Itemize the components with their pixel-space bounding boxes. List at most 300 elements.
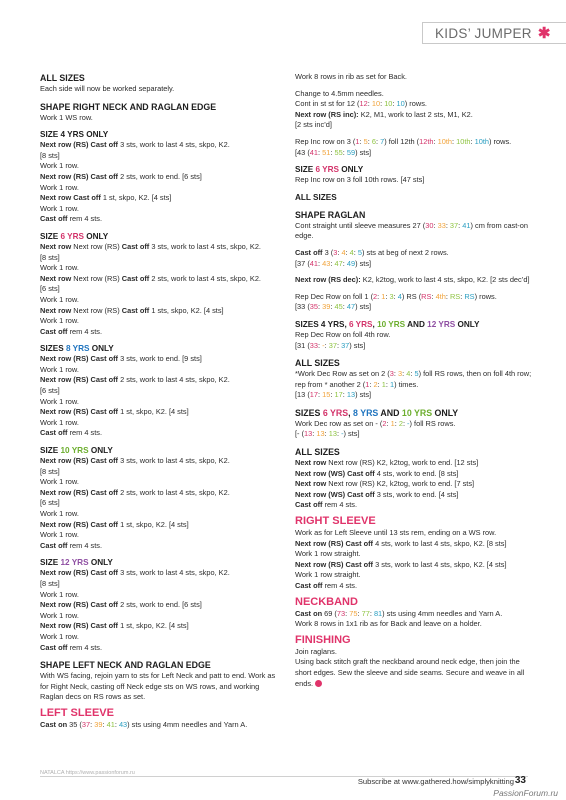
instruction (295, 110, 535, 121)
text-fragment: 1 st, skpo, K2. [4 sts] (100, 193, 172, 203)
stitch-count (295, 302, 535, 313)
text-fragment: rem 4 sts. (67, 326, 103, 336)
text-fragment: 5 (363, 136, 368, 146)
heading-shape-right-neck: SHAPE RIGHT NECK AND RAGLAN EDGE (40, 101, 217, 112)
text: Work as for Left Sleeve until 13 sts rem, ending on a WS row. (295, 528, 497, 538)
instruction (40, 407, 280, 418)
heading-neckband: NECKBAND (295, 595, 358, 608)
text: Rep Dec Row on foll 4th row. (295, 329, 391, 339)
text-fragment: : (458, 220, 463, 230)
text-fragment: 4 sts, work to end. [8 sts] (374, 468, 459, 478)
text-fragment: ) RS ( (401, 291, 422, 301)
text-fragment: : (445, 291, 450, 301)
text: Rep Inc row on 3 foll 10th rows. [47 sts] (295, 175, 425, 185)
text-fragment: : (445, 220, 450, 230)
instruction (40, 541, 280, 552)
text-fragment: [33 ( (295, 302, 310, 312)
text-fragment: : (318, 258, 323, 268)
text-fragment: 4 (406, 369, 411, 379)
text-fragment: RS (449, 291, 461, 301)
heading-all-sizes: ALL SIZES (40, 73, 85, 83)
text-fragment: Next row (RS) Cast off (40, 568, 119, 578)
text-fragment: 6 YRS (315, 165, 339, 175)
text-fragment: : (324, 429, 329, 439)
watermark: PassionForum.ru (493, 788, 558, 798)
text-fragment: ONLY (455, 319, 480, 329)
text-fragment: 15 (322, 390, 331, 400)
text-fragment: Rep Inc row on 3 ( (295, 136, 356, 146)
text-fragment: [- ( (295, 429, 305, 439)
text-fragment: ) times. (394, 379, 419, 389)
text-fragment: ) foll RS rows. (409, 418, 456, 428)
text: Work 1 row. (40, 182, 79, 192)
text-fragment: rem 4 sts. (67, 540, 103, 550)
text-fragment: 1 st, skpo, K2. [4 sts] (118, 519, 189, 529)
text-fragment: ) sts] (355, 147, 372, 157)
text-fragment: 2 sts, work to end. [6 sts] (118, 600, 202, 610)
text-fragment: 2 sts, work to last 4 sts, skpo, K2. (149, 273, 261, 283)
heading-size-6 (40, 231, 280, 242)
text-fragment: ONLY (88, 446, 113, 456)
text-fragment: 75 (349, 608, 358, 618)
text-fragment: 1 (365, 379, 370, 389)
text-fragment: Next row (RS) Cast off (40, 487, 119, 497)
text-fragment: : (377, 291, 382, 301)
text-fragment: 73 (336, 608, 346, 618)
text-fragment: Cast off (40, 428, 68, 438)
text-fragment: 12 YRS (427, 319, 456, 329)
text-fragment: ) rows. (404, 99, 427, 109)
text-fragment: [13 ( (295, 390, 310, 400)
text: Work 1 row. (40, 610, 79, 620)
text-fragment: 47 (346, 302, 356, 312)
heading-all-sizes: ALL SIZES (295, 192, 337, 202)
text-fragment: 55 (334, 147, 343, 157)
text: Work 1 row. (40, 530, 79, 540)
text-fragment: Next row (40, 273, 72, 283)
text-fragment: : (460, 291, 465, 301)
text-fragment: : (402, 369, 407, 379)
text-fragment: Cast off (295, 500, 323, 510)
text-fragment: 1 st, skpo, K2. [4 sts] (118, 407, 189, 417)
text: Work 1 row. (40, 294, 79, 304)
section-title: KIDS’ JUMPER (435, 25, 532, 41)
text: Work 1 row. (40, 316, 79, 326)
text-fragment: Rep Dec Row on foll 1 ( (295, 291, 374, 301)
heading-size-12 (40, 557, 280, 568)
text-fragment: 41 (309, 147, 319, 157)
text-fragment: 41 (106, 719, 115, 729)
text-fragment: : (385, 291, 390, 301)
text-fragment: 2 sts, work to end. [6 sts] (118, 171, 202, 181)
instruction (295, 369, 535, 390)
instruction (295, 137, 535, 148)
text-fragment: 13 (304, 429, 313, 439)
text-fragment: K2, k2tog, work to last 4 sts, skpo, K2. [2 sts dec’d] (360, 275, 530, 285)
text-fragment: Cast off (40, 642, 68, 652)
text-fragment: 35 ( (67, 719, 82, 729)
text-fragment: Next row (WS) Cast off (295, 489, 375, 499)
stitch-count (295, 341, 535, 352)
text: Work 1 row straight. (295, 570, 361, 580)
text-fragment: [31 ( (295, 340, 310, 350)
text: Work 1 row straight. (295, 549, 361, 559)
text-fragment: : (336, 429, 342, 439)
text-fragment: Next row (RS) Cast off (40, 519, 119, 529)
text-fragment: 6 (371, 136, 376, 146)
text-fragment: 2 (382, 418, 387, 428)
text: Work 1 row. (40, 631, 79, 641)
text-fragment: 10 (384, 99, 393, 109)
text-fragment: 59 (346, 147, 356, 157)
text-fragment: Next row (40, 305, 72, 315)
text-fragment: 3 sts, work to last 4 sts, skpo, K2. (118, 456, 230, 466)
text-fragment: 13 (316, 429, 325, 439)
text-fragment: : (342, 258, 347, 268)
stitch-count: [6 sts] (40, 386, 60, 396)
text-fragment: ) foll RS rows, then on foll 4th row; rep from * another 2 ( (295, 369, 532, 389)
text-fragment: Cast off (121, 241, 150, 251)
text-fragment: Next row (RS) Cast off (40, 375, 119, 385)
text-fragment: : (318, 390, 323, 400)
text-fragment: Cast off (295, 247, 323, 257)
instruction (40, 488, 280, 499)
text-fragment: - (407, 418, 410, 428)
instruction (295, 275, 535, 286)
text-fragment: 43 (118, 719, 128, 729)
stitch-count (295, 390, 535, 401)
text-fragment: : (385, 379, 390, 389)
text-fragment: : (345, 247, 350, 257)
text-fragment: : (369, 379, 374, 389)
text-fragment: 33 (437, 220, 446, 230)
text-fragment: ) sts] (355, 302, 372, 312)
text-fragment: : (402, 418, 408, 428)
text-fragment: 30 (425, 220, 434, 230)
text-fragment: Next row (RS) Cast off (40, 354, 119, 364)
instruction (295, 560, 535, 571)
text-fragment: Next row (RS) Cast off (40, 621, 119, 631)
text-fragment: 3 sts, work to end. [4 sts] (374, 489, 459, 499)
heading-finishing: FINISHING (295, 633, 351, 646)
stitch-count: [8 sts] (40, 252, 60, 262)
instruction (40, 242, 280, 253)
text-fragment: Next row (295, 479, 327, 489)
text-fragment: 4 (341, 247, 346, 257)
page-number: 33 (514, 775, 526, 786)
instruction (40, 428, 280, 439)
text-fragment: 13 (346, 390, 356, 400)
text-fragment: ) sts] (349, 340, 366, 350)
text-fragment: : (342, 147, 347, 157)
text-fragment: Next row (RS) Cast off (40, 600, 119, 610)
text-fragment: - (322, 340, 325, 350)
end-dot-icon (315, 680, 322, 687)
heading-size-10 (40, 445, 280, 456)
text: Work 8 rows in 1x1 rib as for Back and leave on a holder. (295, 619, 482, 629)
instruction (295, 539, 535, 550)
text-fragment: Cast off (121, 273, 150, 283)
text-fragment: Next row Cast off (40, 193, 101, 203)
text-fragment: 49 (346, 258, 356, 268)
text-fragment: Cast off (40, 540, 68, 550)
text-fragment: Using back stitch graft the neckband around neck edge, then join the short edges. Sew the sleeve and side seams. Secure and weave in all ends. (295, 657, 525, 688)
footer-source: NATALCA https://www.passionforum.ru (40, 770, 135, 776)
text-fragment: Cont straight until sleeve measures 27 ( (295, 220, 426, 230)
text-fragment: 2 sts, work to last 4 sts, skpo, K2. (118, 487, 230, 497)
text-fragment: Next row (RS) (328, 458, 377, 468)
text-fragment: : (452, 136, 457, 146)
heading-all-sizes: ALL SIZES (295, 447, 340, 458)
stitch-count: [8 sts] (40, 466, 60, 476)
text-fragment: 3 sts, work to last 4 sts, skpo, K2. (149, 241, 261, 251)
text-fragment: : (470, 136, 475, 146)
stitch-count: [6 sts] (40, 284, 60, 294)
text-fragment: : (392, 99, 397, 109)
text-fragment: 6 YRS (322, 407, 349, 418)
stitch-count: [2 sts inc’d] (295, 120, 332, 130)
text-fragment: 2 (373, 291, 378, 301)
text-fragment: : (393, 369, 398, 379)
text-fragment: : (330, 147, 335, 157)
text-fragment: rem 4 sts. (322, 500, 358, 510)
text-fragment: 3 (333, 247, 338, 257)
text-fragment: 1 (381, 291, 386, 301)
text-fragment: : (102, 719, 107, 729)
text-fragment: 39 (94, 719, 103, 729)
text: Change to 4.5mm needles. (295, 88, 384, 98)
text-fragment: RS (421, 291, 432, 301)
text-fragment: AND (405, 319, 428, 329)
heading-size-8 (40, 343, 280, 354)
text-fragment: : (345, 608, 350, 618)
text-fragment: 2 (373, 379, 378, 389)
text-fragment: : (342, 390, 347, 400)
text-fragment: SIZE (40, 231, 61, 241)
text-fragment: ONLY (84, 231, 109, 241)
instruction (40, 327, 280, 338)
text-fragment: , (348, 407, 354, 418)
instruction (295, 248, 535, 259)
text-fragment: Next row (RS) (328, 479, 377, 489)
text-fragment: 41 (462, 220, 471, 230)
text-fragment: Next row (RS) Cast off (40, 456, 119, 466)
text-fragment: K2, M1, work to last 2 sts, M1, K2. (358, 109, 473, 119)
text-fragment: 4 (349, 247, 354, 257)
text-fragment: 1 (355, 136, 360, 146)
text-fragment: : (318, 340, 323, 350)
text-fragment: 3 sts, work to last 4 sts, skpo, K2. (118, 140, 230, 150)
text-fragment: 45 (334, 302, 343, 312)
text-fragment: Next row (295, 458, 327, 468)
instruction (295, 292, 535, 303)
text: Join raglans. (295, 646, 337, 656)
text-fragment: 10 (396, 99, 405, 109)
text-fragment: Next row (WS) Cast off (295, 468, 375, 478)
text-fragment: 35 (309, 302, 319, 312)
text-fragment: 4 (397, 291, 402, 301)
text-fragment: 7 (380, 136, 385, 146)
text-fragment: K2, k2tog, work to end. [12 sts] (376, 458, 479, 468)
text-fragment: 10 YRS (377, 319, 406, 329)
text-fragment: Next row (RS dec): (295, 275, 361, 285)
text: Each side will now be worked separately. (40, 84, 175, 93)
instruction (40, 600, 280, 611)
text-fragment: ) rows. (474, 291, 497, 301)
text-fragment: Next row (40, 241, 72, 251)
text-fragment: 51 (322, 147, 331, 157)
text-fragment: Cont in st st for 12 ( (295, 99, 360, 109)
stitch-count (295, 259, 535, 270)
text-fragment: SIZE (40, 446, 61, 456)
text-fragment: [37 ( (295, 258, 310, 268)
text-fragment: 17 (309, 390, 319, 400)
footer-subscribe-link[interactable]: Subscribe at www.gathered.how/simplyknitting (357, 777, 514, 786)
text-fragment: 1 (381, 379, 386, 389)
heading-size-4: SIZE 4 YRS ONLY (40, 130, 109, 140)
text-fragment: Next row (RS) Cast off (40, 171, 119, 181)
text-fragment: - (341, 429, 344, 439)
text-fragment: SIZES (40, 344, 66, 354)
text-fragment: 37 (328, 340, 337, 350)
text-fragment: Next row (RS inc): (295, 109, 359, 119)
text: Work 1 row. (40, 589, 79, 599)
text-fragment: : (433, 220, 438, 230)
text-fragment: : (342, 302, 347, 312)
text-fragment: 3 sts, work to end. [9 sts] (118, 354, 202, 364)
text-fragment: 43 (322, 258, 331, 268)
instruction (40, 193, 280, 204)
text-fragment: : (433, 136, 438, 146)
asterisk-icon: ✱ (537, 25, 551, 42)
text-fragment: 47 (334, 258, 343, 268)
text-fragment: : (337, 247, 342, 257)
text-fragment: : (312, 429, 317, 439)
text-fragment: ) sts at beg of next 2 rows. (362, 247, 449, 257)
text-fragment: rem 4 sts. (67, 214, 103, 224)
heading-left-sleeve: LEFT SLEEVE (40, 706, 114, 719)
text-fragment: : (318, 147, 323, 157)
text-fragment: : (336, 340, 342, 350)
text-fragment: 5 (357, 247, 363, 257)
text-fragment: 39 (322, 302, 331, 312)
text-fragment: : (393, 291, 398, 301)
text-fragment: 12 (359, 99, 368, 109)
text-fragment: Cast on (295, 608, 323, 618)
text-fragment: 10th (437, 136, 453, 146)
text-fragment: *Work Dec Row as set on 2 ( (295, 369, 390, 379)
text-fragment: 3 ( (322, 247, 334, 257)
text-fragment: : (330, 302, 335, 312)
heading-size-6 (295, 164, 535, 175)
text-fragment: 69 ( (322, 608, 337, 618)
instruction (295, 221, 535, 242)
text-fragment: Next row (RS) Cast off (40, 407, 119, 417)
text-fragment: Next row (RS) Cast off (295, 559, 374, 569)
instruction (40, 306, 280, 317)
text-fragment: 3 (389, 291, 394, 301)
text-fragment: : (375, 136, 381, 146)
text-fragment: K2, k2tog, work to end. [7 sts] (376, 479, 475, 489)
text-fragment: 13 (328, 429, 337, 439)
instruction (40, 621, 280, 632)
text: Work 1 row. (40, 396, 79, 406)
text-fragment: ) cm from cast-on edge. (295, 220, 528, 241)
text-fragment: 6 YRS (349, 319, 373, 329)
text-fragment: ) sts] (355, 390, 372, 400)
text-fragment: 10th (456, 136, 471, 146)
heading-right-sleeve: RIGHT SLEEVE (295, 515, 376, 528)
instruction (295, 469, 535, 480)
text-fragment: 1 sts, skpo, K2. [4 sts] (149, 305, 224, 315)
section-header (422, 22, 566, 44)
text-fragment: 10 (371, 99, 381, 109)
text-fragment: 10 YRS (60, 446, 89, 456)
text-fragment: : (386, 418, 391, 428)
left-column (40, 72, 280, 731)
text-fragment: ) sts using 4mm needles and Yarn A. (382, 608, 503, 618)
text: Work 1 row. (40, 509, 79, 518)
text-fragment: 77 (361, 608, 370, 618)
text: Work 1 WS row. (40, 112, 93, 122)
instruction (40, 456, 280, 467)
text-fragment: : (369, 608, 374, 618)
instruction (295, 419, 535, 430)
text-fragment: 4 sts, work to last 4 sts, skpo, K2. [8 sts] (373, 538, 507, 548)
text-fragment: Next row (RS) Cast off (295, 538, 374, 548)
text-fragment: Next row (RS) (73, 241, 122, 251)
text-fragment: , (372, 319, 378, 329)
text-fragment: Cast off (40, 214, 68, 224)
text-fragment: 37 (81, 719, 91, 729)
heading-sizes-6-8-10 (295, 407, 535, 419)
text-fragment: SIZE (40, 558, 61, 568)
text-fragment: ) sts using 4mm needles and Yarn A. (127, 719, 248, 729)
instruction (40, 274, 280, 285)
text-fragment: ONLY (432, 407, 459, 418)
text-fragment: Cast off (121, 305, 150, 315)
text-fragment: : (324, 340, 329, 350)
heading-sizes-4-6-10-12 (295, 319, 535, 330)
text-fragment: 37 (449, 220, 459, 230)
instruction (40, 643, 280, 654)
text-fragment: rem 4 sts. (322, 581, 358, 590)
text-fragment: SIZE (295, 165, 316, 175)
text-fragment: 81 (373, 608, 383, 618)
instruction (40, 214, 280, 225)
text: Work 1 row. (40, 263, 79, 273)
heading-all-sizes: ALL SIZES (295, 358, 340, 369)
text-fragment: Next row (RS) Cast off (40, 140, 119, 150)
text-fragment: ) sts] (355, 258, 372, 268)
text-fragment: 3 sts, work to last 4 sts, skpo, K2. [4 sts] (373, 559, 507, 569)
heading-shape-raglan: SHAPE RAGLAN (295, 209, 366, 220)
text-fragment: : (359, 136, 364, 146)
instruction (295, 609, 535, 620)
text-fragment: : (114, 719, 119, 729)
instruction (295, 490, 535, 501)
text-fragment: SIZES 4 YRS, (295, 319, 349, 329)
instruction (40, 520, 280, 531)
text-fragment: 8 YRS (65, 344, 90, 354)
text-fragment: 17 (334, 390, 343, 400)
text-fragment: : (394, 418, 399, 428)
instruction (295, 500, 535, 511)
text-fragment: SIZES (295, 407, 323, 418)
text-fragment: ONLY (88, 558, 113, 568)
text: Work 1 row. (40, 477, 79, 487)
stitch-count: [8 sts] (40, 150, 60, 160)
